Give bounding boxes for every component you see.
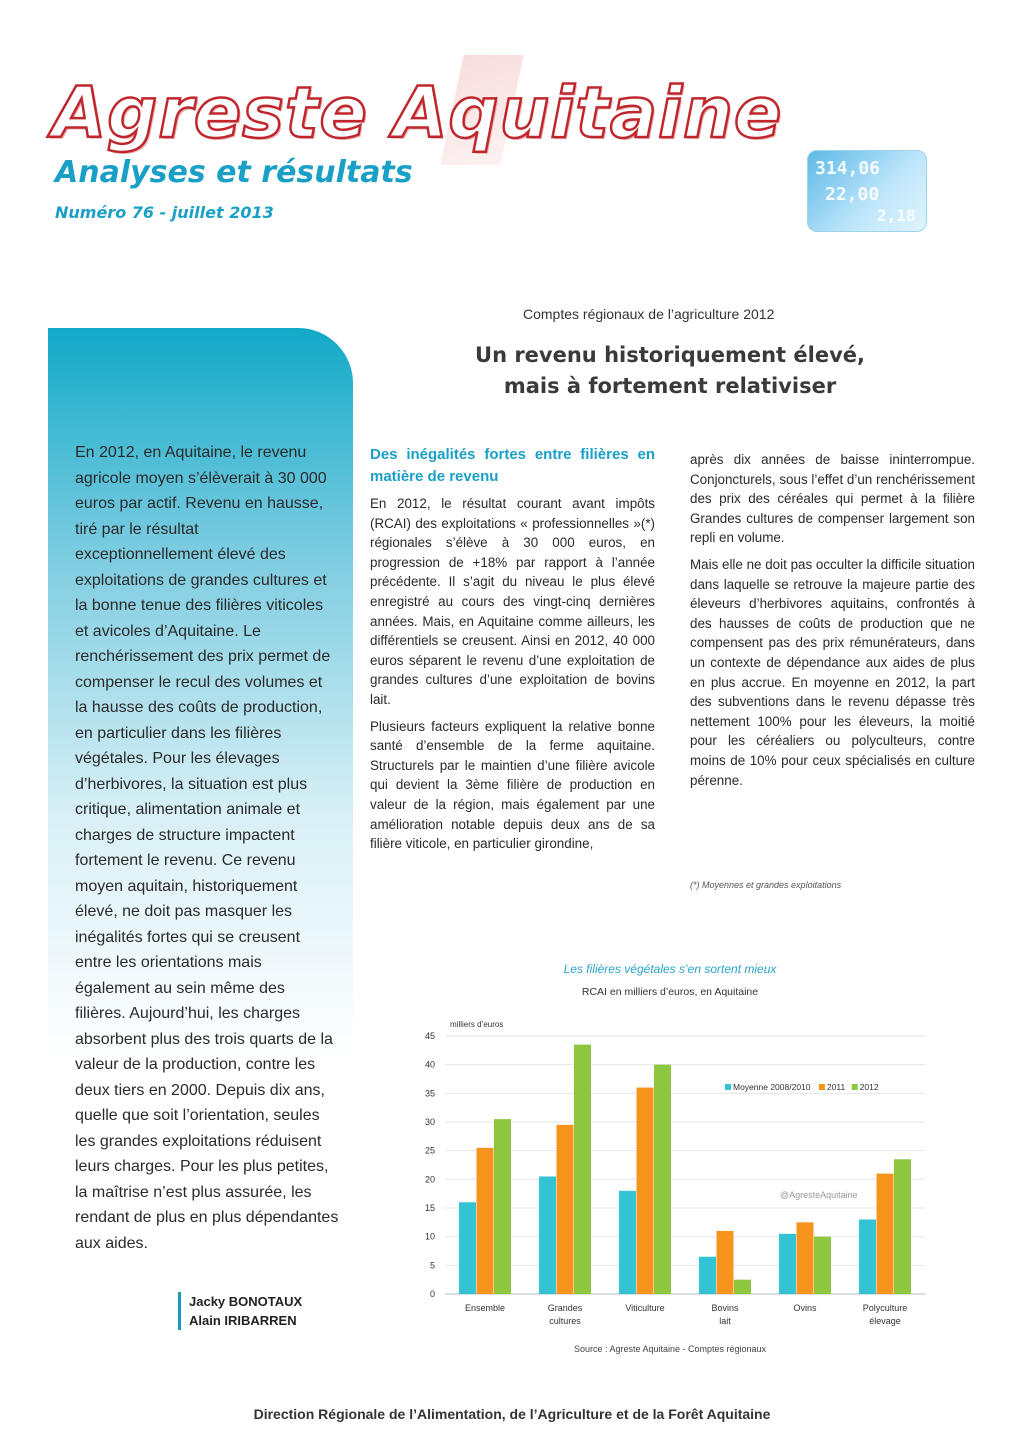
chart-watermark: @AgresteAquitaine bbox=[780, 1190, 858, 1200]
y-axis-label: milliers d’euros bbox=[450, 1020, 504, 1029]
y-tick-label: 10 bbox=[424, 1231, 435, 1242]
headline-line-1: Un revenu historiquement élevé, bbox=[475, 343, 865, 367]
y-tick-label: 25 bbox=[424, 1145, 435, 1156]
paragraph: En 2012, le résultat courant avant impôts (RCAI) des exploitations « professionnelles »(*) régionales s’élève à 30 000 euros, en progression de +18% par rapport à l’année précédente. Il s’agit du niveau le plus élevé enregistré au cours des vingt-cinq dernières années. Mais, en Aquitaine comme ailleurs, les différentiels se creusent. Ainsi en 2012, 40 000 euros séparent le revenu d’une exploitation de grandes cultures d’une exploitation de bovins lait. bbox=[370, 496, 655, 707]
numbers-badge-image bbox=[807, 150, 927, 232]
y-tick-label: 5 bbox=[429, 1260, 435, 1271]
legend-label: 2012 bbox=[859, 1082, 879, 1092]
bar bbox=[894, 1159, 911, 1294]
x-tick-label: Bovins bbox=[711, 1303, 739, 1313]
footer-organization: Direction Régionale de l’Alimentation, de l’Agriculture et de la Forêt Aquitaine bbox=[253, 1406, 771, 1422]
bar bbox=[637, 1088, 654, 1294]
bar bbox=[779, 1234, 796, 1294]
bar bbox=[859, 1219, 876, 1294]
section-kicker: Comptes régionaux de l’agriculture 2012 bbox=[523, 306, 775, 322]
x-tick-label: Grandes bbox=[547, 1303, 583, 1313]
chart-source: Source : Agreste Aquitaine - Comptes régionaux bbox=[573, 1344, 767, 1354]
x-tick-label: élevage bbox=[869, 1316, 901, 1326]
authors bbox=[178, 1292, 302, 1330]
bar bbox=[797, 1222, 814, 1294]
badge-text: 314,06 bbox=[815, 158, 881, 179]
bar bbox=[654, 1065, 671, 1294]
issue-number: Numéro 76 - juillet 2013 bbox=[55, 203, 274, 222]
y-tick-label: 40 bbox=[424, 1059, 435, 1070]
headline-line-2: mais à fortement relativiser bbox=[503, 374, 837, 398]
paragraph: Mais elle ne doit pas occulter la difficile situation dans laquelle se retrouve la majeure partie des éleveurs d’herbivores aquitains, confrontés à des hausses de coûts de production que ne compensent pas des prix rémunérateurs, dans un contexte de dépendance aux aides de plus en plus accrue. En moyenne en 2012, la part des subventions dans le revenu dépasse très nettement 100% pour les éleveurs, la moitié pour les céréaliers ou polyculteurs, contre moins de 10% pour ceux spécialisés en culture pérenne. bbox=[690, 556, 975, 788]
bar bbox=[734, 1280, 751, 1294]
y-tick-label: 15 bbox=[424, 1203, 435, 1213]
y-tick-label: 45 bbox=[424, 1031, 435, 1041]
masthead-title: Agreste Aquitaine bbox=[52, 72, 783, 154]
article-column-2 bbox=[690, 450, 975, 797]
bar bbox=[717, 1231, 734, 1294]
bar bbox=[574, 1045, 591, 1294]
x-tick-label: Ensemble bbox=[464, 1303, 506, 1313]
bar-chart bbox=[395, 1010, 935, 1340]
summary-text bbox=[75, 440, 339, 1256]
badge-text: 22,00 bbox=[825, 184, 880, 205]
bar bbox=[477, 1148, 494, 1294]
x-tick-label: Ovins bbox=[793, 1303, 817, 1313]
legend-swatch bbox=[852, 1084, 858, 1090]
x-tick-label: Viticulture bbox=[625, 1303, 665, 1313]
paragraph: Plusieurs facteurs expliquent la relative bonne santé d’ensemble de la ferme aquitaine. Structurels par le maintien d’une filière avicole qui devient la 3ème filière de production en valeur de la région, mais également par une amélioration notable depuis deux ans de sa filière viticole, en particulier girondine, bbox=[370, 718, 655, 852]
author-name: Jacky BONOTAUX bbox=[189, 1294, 303, 1309]
legend-swatch bbox=[819, 1084, 825, 1090]
bar bbox=[557, 1125, 574, 1294]
summary-paragraph: En 2012, en Aquitaine, le revenu agricole moyen s’élèverait à 30 000 euros par actif. Revenu en hausse, tiré par le résultat exceptionnellement élevé des exploitations de grandes cultures et la bonne tenue des filières viticoles et avicoles d’Aquitaine. Le renchérissement des prix permet de compenser le recul des volumes et la hausse des coûts de production, en particulier dans les filières végétales. Pour les élevages d’herbivores, la situation est plus critique, alimentation animale et charges de structure impactent fortement le revenu. Ce revenu moyen aquitain, historiquement élevé, ne doit pas masquer les inégalités fortes qui se creusent entre les orientations mais également au sein même des filières. Aujourd’hui, les charges absorbent plus des trois quarts de la valeur de la production, contre les deux tiers en 2000. Depuis dix ans, quelle que soit l’orientation, seules les grandes exploitations réduisent leurs charges. Pour les plus petites, la maîtrise n’est plus assurée, les rendant de plus en plus dépendantes aux aides. bbox=[75, 444, 339, 1252]
bar bbox=[539, 1176, 556, 1294]
y-tick-label: 30 bbox=[424, 1117, 435, 1127]
article-column-1 bbox=[370, 444, 655, 861]
x-tick-label: lait bbox=[719, 1316, 731, 1326]
masthead-subtitle: Analyses et résultats bbox=[55, 155, 413, 190]
bar bbox=[494, 1119, 511, 1294]
x-tick-label: Polyculture bbox=[862, 1303, 908, 1313]
badge-text: 2,18 bbox=[877, 206, 916, 225]
author-name: Alain IRIBARREN bbox=[189, 1313, 297, 1328]
bar bbox=[459, 1202, 476, 1294]
y-tick-label: 0 bbox=[429, 1289, 435, 1299]
x-tick-label: cultures bbox=[549, 1316, 581, 1326]
paragraph: après dix années de baisse ininterrompue. Conjoncturels, sous l’effet d’un renchérissement des prix des céréales qui permet à la filière Grandes cultures de compenser largement son repli en volume. bbox=[690, 452, 975, 546]
bar bbox=[877, 1174, 894, 1294]
article-headline bbox=[420, 340, 920, 402]
footnote: (*) Moyennes et grandes exploitations bbox=[690, 880, 842, 890]
bar bbox=[814, 1237, 831, 1294]
bar bbox=[699, 1257, 716, 1294]
section-heading: Des inégalités fortes entre filières en matière de revenu bbox=[370, 446, 655, 485]
legend-swatch bbox=[725, 1084, 731, 1090]
legend-label: 2011 bbox=[826, 1082, 846, 1092]
chart-title: Les filières végétales s’en sortent mieux bbox=[563, 962, 777, 976]
y-tick-label: 20 bbox=[424, 1174, 435, 1185]
chart-subtitle: RCAI en milliers d’euros, en Aquitaine bbox=[581, 986, 759, 998]
legend-label: Moyenne 2008/2010 bbox=[733, 1082, 811, 1092]
y-tick-label: 35 bbox=[424, 1088, 435, 1099]
bar bbox=[619, 1191, 636, 1294]
